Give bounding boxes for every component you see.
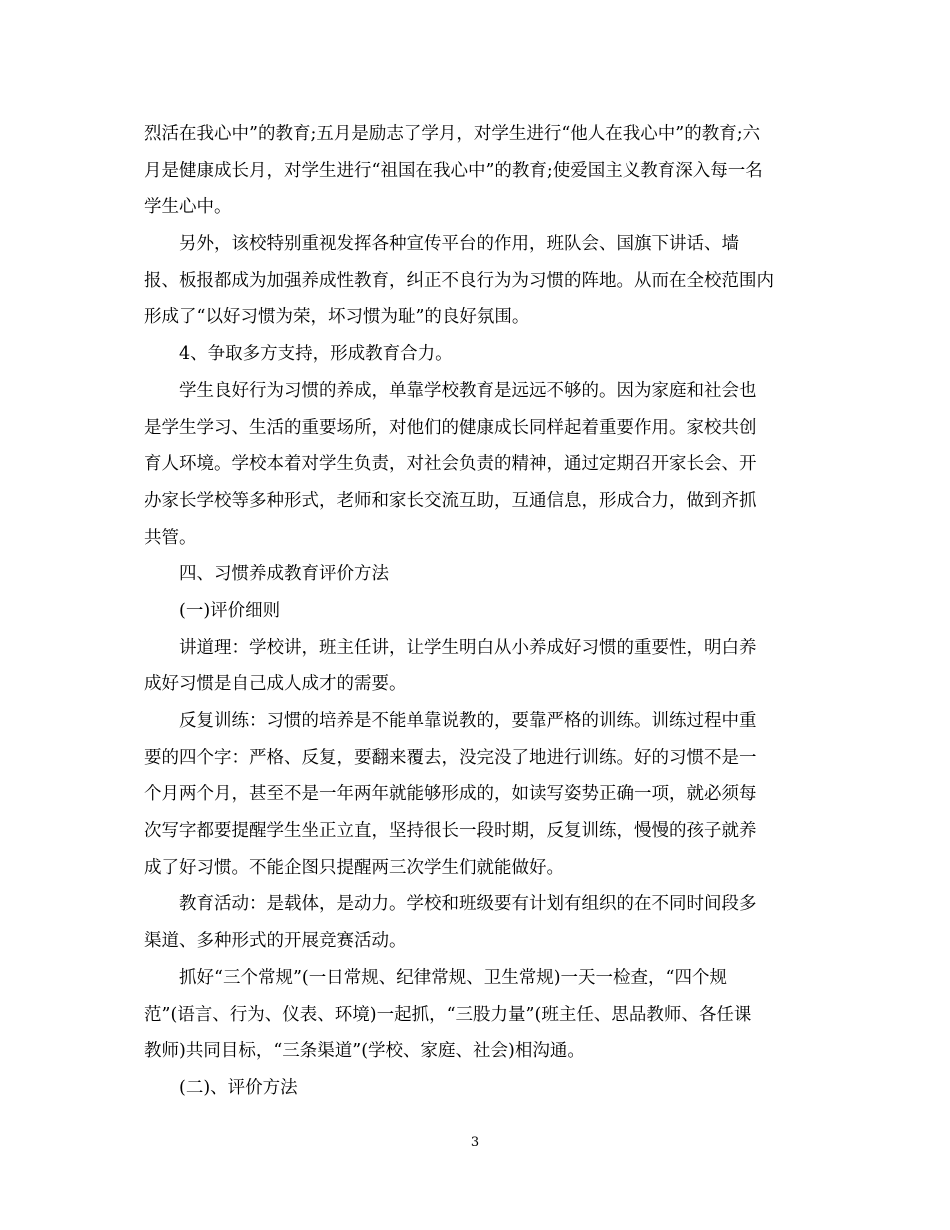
text-line: 另外，该校特别重视发挥各种宣传平台的作用，班队会、国旗下讲话、墙: [179, 234, 739, 255]
text-line: 形成了“以好习惯为荣，坏习惯为耻”的良好氛围。: [144, 307, 530, 328]
text-line: 4、争取多方支持，形成教育合力。: [179, 344, 453, 365]
text-line: 报、板报都成为加强养成性教育，纠正不良行为为习惯的阵地。从而在全校范围内: [144, 270, 774, 291]
text-line: 共管。: [144, 527, 197, 548]
page-number: 3: [470, 1135, 480, 1150]
text-line: 烈活在我心中”的教育;五月是励志了学月，对学生进行“他人在我心中”的教育;六: [144, 124, 761, 144]
text-line: 讲道理：学校讲，班主任讲，让学生明白从小养成好习惯的重要性，明白养: [179, 637, 757, 658]
text-line: 教师)共同目标，“三条渠道”(学校、家庭、社会)相沟通。: [144, 1041, 585, 1062]
text-line: 四、习惯养成教育评价方法: [179, 564, 389, 585]
text-line: 反复训练：习惯的培养是不能单靠说教的，要靠严格的训练。训练过程中重: [179, 711, 757, 731]
body-text: [144, 116, 809, 1107]
text-line: 是学生学习、生活的重要场所，对他们的健康成长同样起着重要作用。家校共创: [144, 417, 757, 438]
text-line: 学生心中。: [144, 197, 232, 218]
text-line: 学生良好行为习惯的养成，单靠学校教育是远远不够的。因为家庭和社会也: [179, 380, 757, 401]
text-line: 办家长学校等多种形式，老师和家长交流互助，互通信息，形成合力，做到齐抓: [144, 490, 757, 511]
text-line: 抓好“三个常规”(一日常规、纪律常规、卫生常规)一天一检查，“四个规: [179, 967, 727, 988]
text-line: 月是健康成长月，对学生进行“祖国在我心中”的教育;使爱国主义教育深入每一名: [144, 160, 763, 181]
text-line: 成了好习惯。不能企图只提醒两三次学生们就能做好。: [144, 857, 564, 878]
text-line: 范”(语言、行为、仪表、环境)一起抓，“三股力量”(班主任、思品教师、各任课: [144, 1004, 752, 1025]
text-line: 个月两个月，甚至不是一年两年就能够形成的，如读写姿势正确一项，就必须每: [144, 784, 757, 805]
text-line: 要的四个字：严格、反复，要翻来覆去，没完没了地进行训练。好的习惯不是一: [144, 747, 757, 768]
text-line: 育人环境。学校本着对学生负责，对社会负责的精神，通过定期召开家长会、开: [144, 454, 757, 475]
text-line: 渠道、多种形式的开展竞赛活动。: [144, 931, 407, 952]
text-line: (二)、评价方法: [179, 1077, 298, 1098]
text-line: 次写字都要提醒学生坐正立直，坚持很长一段时期，反复训练，慢慢的孩子就养: [144, 821, 757, 842]
text-line: 成好习惯是自己成人成才的需要。: [144, 674, 407, 695]
text-line: (一)评价细则: [179, 600, 281, 621]
text-line: 教育活动：是载体，是动力。学校和班级要有计划有组织的在不同时间段多: [179, 894, 757, 915]
